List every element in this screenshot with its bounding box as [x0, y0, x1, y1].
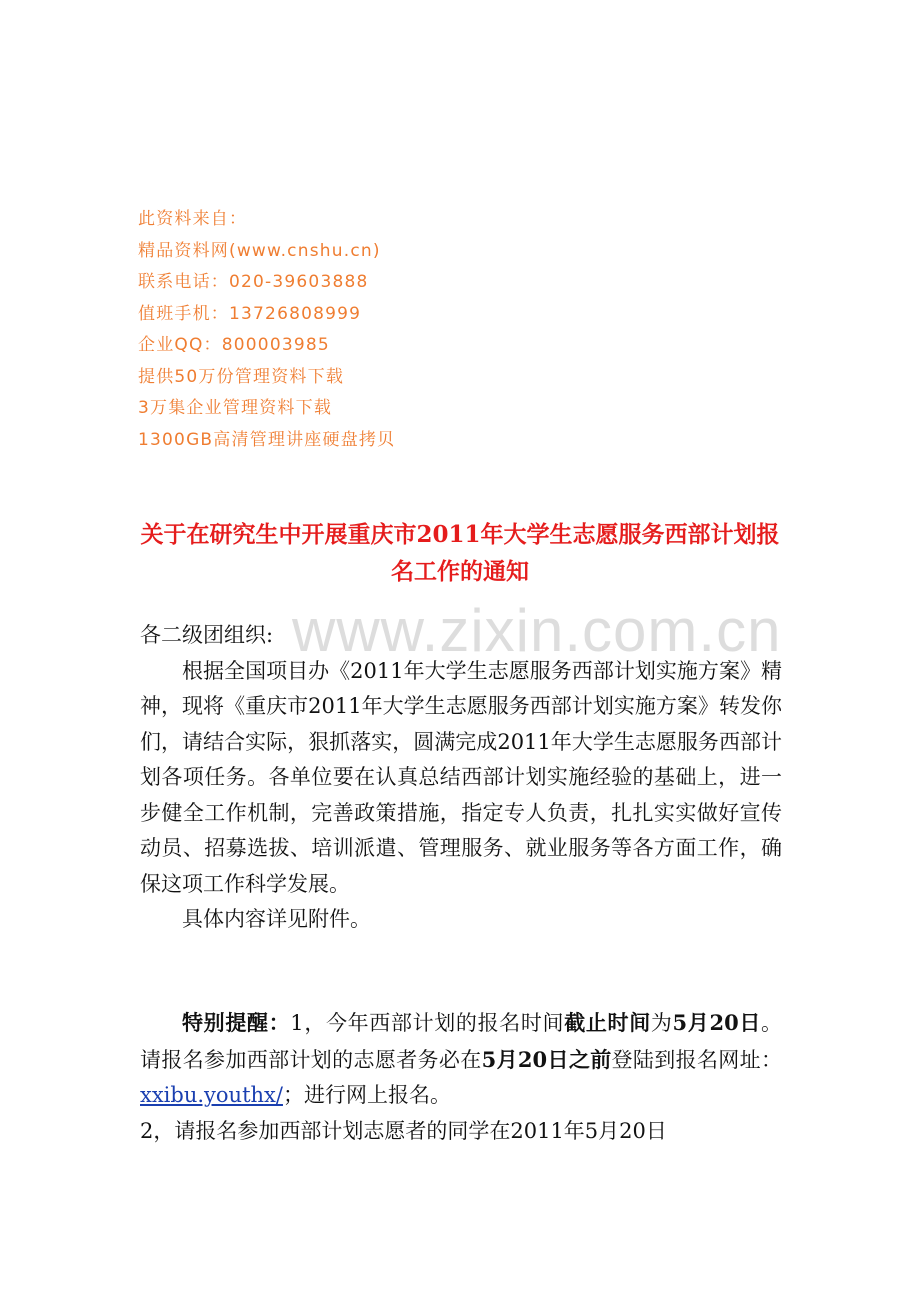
- reminder-deadline-date: 5月20日: [672, 1010, 762, 1035]
- watermark: www.zixin.com.cn: [292, 597, 782, 664]
- reminder-paragraph: [140, 1005, 782, 1114]
- reminder-deadline-before: 5月20日之前: [481, 1046, 612, 1072]
- source-line-mobile: 值班手机：13726808999: [138, 303, 362, 324]
- reminder-item-2: 2，请报名参加西部计划志愿者的同学在2011年5月20日: [140, 1118, 667, 1143]
- source-info-block: [138, 204, 395, 456]
- source-line-website: 精品资料网(www.cnshu.cn): [138, 240, 381, 261]
- reminder-text-3: 。请报名参加西部计划的志愿者务必在: [140, 1011, 783, 1072]
- salutation: 各二级团组织:: [140, 623, 274, 647]
- document-title: 关于在研究生中开展重庆市2011年大学生志愿服务西部计划报名工作的通知: [140, 521, 780, 585]
- reminder-text-2: 为: [650, 1011, 673, 1035]
- document-body: [140, 618, 782, 938]
- source-line-from: 此资料来自：: [138, 209, 248, 229]
- paragraph-attachment-note: 具体内容详见附件。: [182, 907, 371, 931]
- source-line-offer-2: 3万集企业管理资料下载: [138, 398, 333, 418]
- source-line-qq: 企业QQ：800003985: [138, 335, 330, 355]
- reminder-section: [140, 1005, 782, 1149]
- source-line-offer-3: 1300GB高清管理讲座硬盘拷贝: [138, 429, 396, 450]
- source-line-offer-1: 提供50万份管理资料下载: [138, 366, 345, 387]
- reminder-label: 特别提醒：: [182, 1010, 291, 1035]
- reminder-deadline-label: 截止时间: [564, 1010, 651, 1035]
- reminder-text-5: ；进行网上报名。: [282, 1083, 451, 1107]
- reminder-text-1: 1，今年西部计划的报名时间: [290, 1011, 565, 1035]
- reminder-text-4: 登陆到报名网址：: [611, 1047, 782, 1072]
- source-line-phone: 联系电话：020-39603888: [138, 272, 369, 292]
- paragraph-main: 根据全国项目办《2011年大学生志愿服务西部计划实施方案》精神，现将《重庆市2011年大学生志愿服务西部计划实施方案》转发你们，请结合实际，狠抓落实，圆满完成2011年大学生志愿服务西部计划各项任务。各单位要在认真总结西部计划实施经验的基础上，进一步健全工作机制，完善政策措施，指定专人负责，扎扎实实做好宣传动员、招募选拔、培训派遣、管理服务、就业服务等各方面工作，确保这项工作科学发展。: [140, 658, 782, 896]
- registration-url-link[interactable]: xxibu.youthx/: [140, 1083, 283, 1107]
